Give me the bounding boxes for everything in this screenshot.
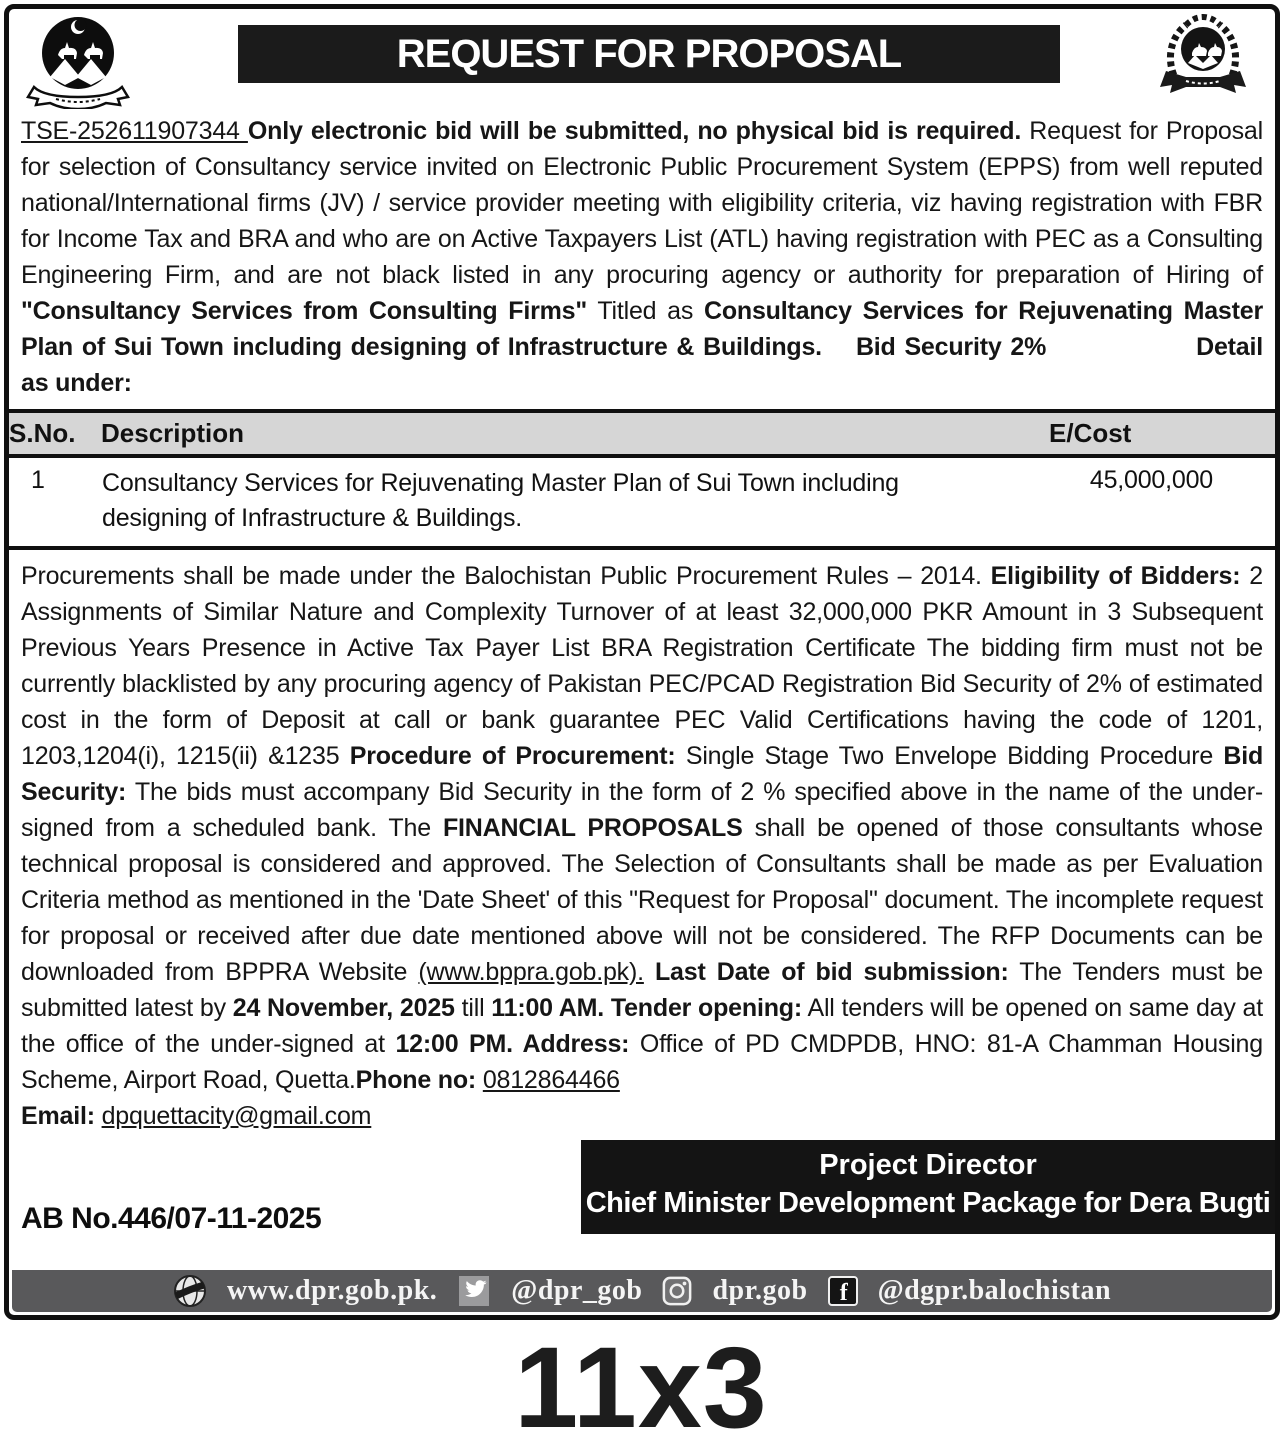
details-segment: 11:00 AM. Tender opening:: [491, 994, 802, 1022]
government-of-balochistan-emblem-icon: [19, 15, 141, 109]
details-segment: Eligibility of Bidders:: [990, 562, 1241, 590]
cell-cost: 45,000,000: [1089, 466, 1213, 494]
tender-notice: [4, 4, 1280, 1320]
instagram-handle: dpr.gob: [712, 1275, 808, 1306]
details-segment: till: [454, 994, 492, 1022]
website-url: www.dpr.gob.pk.: [226, 1275, 438, 1306]
intro-segment: Only electronic bid will be submitted, no physical bid is required.: [247, 117, 1022, 145]
instagram-icon: [662, 1276, 692, 1306]
details-segment: 24 November, 2025: [232, 994, 455, 1022]
intro-segment: "Consultancy Services from Consulting Firms": [21, 297, 587, 325]
table-row: [9, 456, 1275, 548]
column-header-description: Description: [101, 418, 245, 448]
facebook-icon: [828, 1276, 858, 1306]
intro-segment: Bid Security 2%: [855, 333, 1047, 361]
page-title: REQUEST FOR PROPOSAL: [238, 25, 1060, 83]
table-header-row: [9, 411, 1275, 456]
svg-text:f: f: [839, 1280, 848, 1306]
details-segment: [476, 1066, 483, 1094]
details-segment: Phone no:: [355, 1066, 477, 1094]
intro-segment: Request for Proposal for selection of Consultancy service invited on Electronic Public Procurement System (EPPS) from well reputed national/International firms (JV) / service provider meeting with eligibility criteria, viz having registration with FBR for Income Tax and BRA and who are on Active Taxpayers List (ATL) having registration with PEC as a Consulting Engineering Firm, and are not black listed in any procuring agency or authority for preparation of Hiring of: [21, 117, 1270, 289]
details-segment: [644, 958, 655, 986]
intro-segment: Titled as: [587, 297, 704, 325]
details-segment: Bid Security:: [21, 742, 1270, 806]
details-segment: The Tenders must be submitted latest by: [21, 958, 1270, 1022]
ad-size-label: 11x3: [514, 1324, 768, 1452]
details-segment: All tenders will be opened on same day at the office of the under-signed at: [21, 994, 1270, 1058]
details-segment: Single Stage Two Envelope Bidding Procedure: [675, 742, 1224, 770]
column-header-sno: S.No.: [9, 418, 76, 448]
footer-bar: [12, 1270, 1272, 1312]
details-paragraph: [21, 558, 1270, 1134]
column-header-cost: E/Cost: [1049, 418, 1132, 448]
details-segment: Email:: [21, 1102, 102, 1130]
address-text: Office of PD CMDPDB, HNO: 81-A Chamman Housing Scheme, Airport Road, Quetta.: [21, 1030, 1270, 1094]
details-segment: shall be opened of those consultants whose technical proposal is considered and approved. The Selection of Consultants shall be made as per Evaluation Criteria method as mentioned in the 'Date Sheet' of this "Request for Proposal" document. The incomplete request for proposal or received after due date mentioned above will not be considered. The RFP Documents can be downloaded from BPPRA Website: [21, 814, 1270, 986]
dgpr-balochistan-emblem-icon: [1147, 11, 1259, 109]
details-segment: Last Date of bid submission:: [654, 958, 1009, 986]
signature-row: [9, 1140, 1275, 1244]
facebook-handle: @dgpr.balochistan: [877, 1275, 1112, 1306]
signatory-title: Project Director: [819, 1149, 1037, 1181]
cost-table: [9, 409, 1275, 550]
ab-number: AB No.446/07-11-2025: [21, 1202, 322, 1235]
signatory-department: Chief Minister Development Package for Dera Bugti: [585, 1187, 1271, 1219]
signatory-box: [581, 1140, 1275, 1234]
twitter-handle: @dpr_gob: [511, 1275, 643, 1306]
header: [9, 9, 1275, 111]
cell-desc: Consultancy Services for Rejuvenating Master Plan of Sui Town including designing of Infrastructure & Buildings.: [102, 469, 899, 532]
email-link[interactable]: dpquettacity@gmail.com: [101, 1102, 372, 1130]
details-segment: 12:00 PM. Address:: [395, 1030, 630, 1058]
details-segment: Procurements shall be made under the Balochistan Public Procurement Rules – 2014.: [21, 562, 991, 590]
cell-sno: 1: [31, 466, 45, 494]
phone-number-link[interactable]: 0812864466: [482, 1066, 620, 1094]
tse-number: TSE-252611907344: [21, 117, 248, 145]
details-segment: Procedure of Procurement:: [349, 742, 676, 770]
details-segment: 2 Assignments of Similar Nature and Complexity Turnover of at least 32,000,000 PKR Amount in 3 Subsequent Previous Years Presence in Active Tax Payer List BRA Registration Certificate The bidding firm must not be currently blacklisted by any procuring agency of Pakistan PEC/PCAD Registration Bid Security of 2% of estimated cost in the form of Deposit at call or bank guarantee PEC Valid Certifications having the code of 1201, 1203,1204(i), 1215(ii) &1235: [21, 562, 1270, 770]
twitter-icon: [457, 1276, 491, 1306]
intro-segment: Consultancy Services for Rejuvenating Master Plan of Sui Town including designing of Infrastructure & Buildings.: [21, 297, 1270, 361]
intro-segment: Detail as under:: [21, 333, 1270, 397]
intro-paragraph: [21, 113, 1270, 401]
details-segment: FINANCIAL PROPOSALS: [442, 814, 743, 842]
globe-icon: [173, 1274, 207, 1308]
bppra-website-link[interactable]: (www.bppra.gob.pk).: [418, 958, 644, 986]
details-segment: The bids must accompany Bid Security in the form of 2 % specified above in the name of the under-signed from a scheduled bank. The: [21, 778, 1263, 842]
